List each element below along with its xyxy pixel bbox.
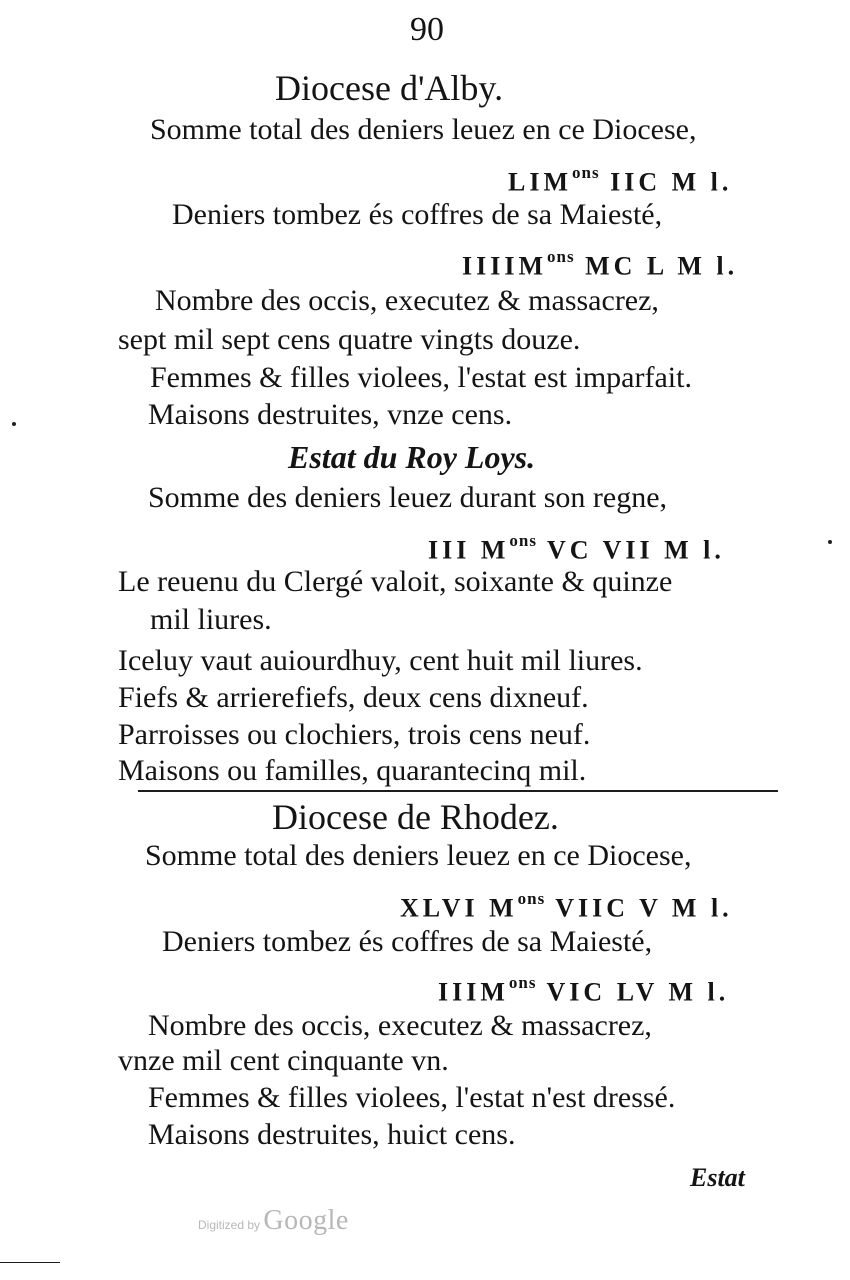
margin-speck bbox=[12, 422, 16, 426]
roy-total-label: Somme des deniers leuez durant son regne, bbox=[148, 481, 668, 514]
amount-post: VII M l. bbox=[602, 535, 725, 565]
bottom-rule bbox=[0, 1262, 60, 1263]
alby-royal-amount bbox=[462, 242, 738, 285]
amount-sup: ons bbox=[547, 247, 575, 266]
alby-killed-line2: sept mil sept cens quatre vingts douze. bbox=[118, 323, 581, 356]
amount-sup: ons bbox=[509, 531, 537, 550]
amount-pre: IIIIM bbox=[462, 251, 548, 281]
amount-pre: III M bbox=[428, 535, 510, 565]
heading-diocese-rhodez: Diocese de Rhodez. bbox=[272, 797, 559, 837]
alby-houses: Maisons destruites, vnze cens. bbox=[148, 398, 513, 431]
watermark-prefix: Digitized by bbox=[198, 1218, 261, 1232]
page-number: 90 bbox=[410, 11, 444, 48]
rhodez-royal-amount bbox=[438, 968, 729, 1011]
alby-women: Femmes & filles violees, l'estat est imparfait. bbox=[150, 361, 692, 394]
roy-fiefs: Fiefs & arrierefiefs, deux cens dixneuf. bbox=[118, 681, 589, 714]
amount-mid: IIC bbox=[610, 167, 662, 197]
rhodez-total-amount bbox=[400, 884, 733, 927]
amount-mid: VIIC bbox=[555, 893, 630, 923]
rhodez-killed-line1: Nombre des occis, executez & massacrez, bbox=[148, 1009, 652, 1042]
rhodez-houses: Maisons destruites, huict cens. bbox=[148, 1118, 516, 1151]
amount-pre: XLVI M bbox=[400, 893, 518, 923]
roy-families: Maisons ou familles, quarantecinq mil. bbox=[118, 754, 587, 787]
rhodez-total-label: Somme total des deniers leuez en ce Diocese, bbox=[145, 839, 692, 872]
amount-post: V M l. bbox=[639, 893, 733, 923]
rhodez-killed-line2: vnze mil cent cinquante vn. bbox=[118, 1044, 449, 1077]
section-divider-rule bbox=[138, 790, 778, 792]
watermark bbox=[198, 1205, 349, 1237]
catchword: Estat bbox=[690, 1163, 745, 1192]
amount-pre: LIM bbox=[508, 167, 572, 197]
roy-clergy-line1: Le reuenu du Clergé valoit, soixante & quinze bbox=[118, 565, 673, 598]
alby-killed-line1: Nombre des occis, executez & massacrez, bbox=[155, 284, 659, 317]
amount-post: LV M l. bbox=[616, 977, 730, 1007]
roy-today: Iceluy vaut auiourdhuy, cent huit mil liures. bbox=[118, 644, 643, 677]
amount-mid: VIC bbox=[546, 977, 607, 1007]
amount-post: L M l. bbox=[646, 251, 739, 281]
amount-post: M l. bbox=[671, 167, 733, 197]
amount-sup: ons bbox=[572, 163, 600, 182]
alby-total-label: Somme total des deniers leuez en ce Diocese, bbox=[150, 113, 697, 146]
amount-mid: MC bbox=[585, 251, 637, 281]
alby-royal-label: Deniers tombez és coffres de sa Maiesté, bbox=[172, 198, 663, 231]
heading-estat-roy-loys: Estat du Roy Loys. bbox=[288, 439, 536, 475]
watermark-brand: Google bbox=[263, 1205, 349, 1236]
amount-mid: VC bbox=[547, 535, 593, 565]
rhodez-royal-label: Deniers tombez és coffres de sa Maiesté, bbox=[162, 925, 653, 958]
amount-sup: ons bbox=[517, 889, 546, 908]
alby-total-amount bbox=[508, 158, 732, 201]
roy-clergy-line2: mil liures. bbox=[150, 603, 272, 636]
rhodez-women: Femmes & filles violees, l'estat n'est dressé. bbox=[148, 1081, 676, 1114]
heading-diocese-alby: Diocese d'Alby. bbox=[275, 68, 504, 108]
roy-total-amount bbox=[428, 526, 725, 569]
amount-pre: IIIM bbox=[438, 977, 509, 1007]
amount-sup: ons bbox=[508, 973, 537, 992]
margin-speck bbox=[828, 540, 832, 544]
roy-parishes: Parroisses ou clochiers, trois cens neuf. bbox=[118, 718, 591, 751]
